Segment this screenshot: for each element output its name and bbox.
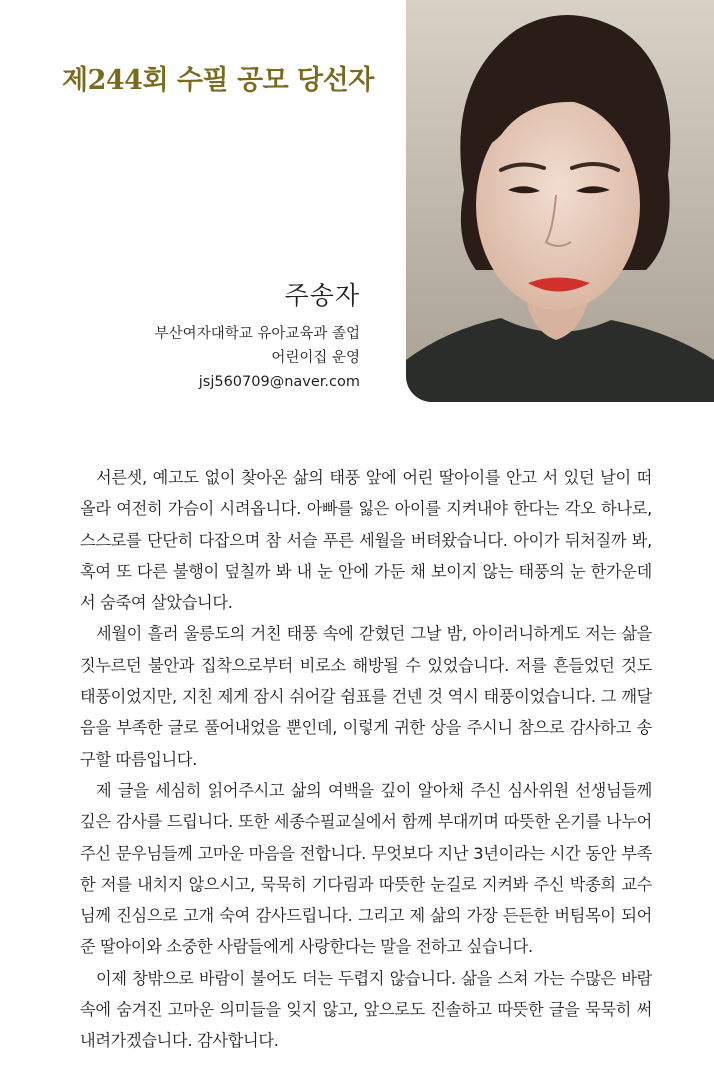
author-school: 부산여자대학교 유아교육과 졸업 xyxy=(154,326,360,342)
page-title: 제244회 수필 공모 당선자 xyxy=(62,65,374,96)
essay-body xyxy=(80,462,652,1057)
author-name: 주송자 xyxy=(284,281,360,310)
paragraph: 제 글을 세심히 읽어주시고 삶의 여백을 깊이 알아채 주신 심사위원 선생님들께 깊은 감사를 드립니다. 또한 세종수필교실에서 함께 부대끼며 따뜻한 온기를 나누어 주신 문우님들께 고마운 마음을 전합니다. 무엇보다 지난 3년이라는 시간 동안 부족한 저를 내치지 않으시고, 묵묵히 기다림과 따뜻한 눈길로 지켜봐 주신 박종희 교수님께 진심으로 고개 숙여 감사드립니다. 그리고 제 삶의 가장 든든한 버팀목이 되어준 딸아이와 소중한 사람들에게 사랑한다는 말을 전하고 싶습니다. xyxy=(80,780,652,957)
paragraph: 이제 창밖으로 바람이 불어도 더는 두렵지 않습니다. 삶을 스쳐 가는 수많은 바람 속에 숨겨진 고마운 의미들을 잊지 않고, 앞으로도 진솔하고 따뜻한 글을 묵묵히 써 내려가겠습니다. 감사합니다. xyxy=(80,968,652,1051)
author-email: jsj560709@naver.com xyxy=(198,374,360,390)
author-info xyxy=(155,276,360,394)
paragraph: 서른셋, 예고도 없이 찾아온 삶의 태풍 앞에 어린 딸아이를 안고 서 있던 날이 떠올라 여전히 가슴이 시려옵니다. 아빠를 잃은 아이를 지켜내야 한다는 각오 하나로, 스스로를 단단히 다잡으며 참 서슬 푸른 세월을 버텨왔습니다. 아이가 뒤처질까 봐, 혹여 또 다른 불행이 덮칠까 봐 내 눈 안에 가둔 채 보이지 않는 태풍의 눈 한가운데서 숨죽여 살았습니다. xyxy=(80,468,652,613)
author-photo xyxy=(406,0,714,402)
paragraph: 세월이 흘러 울릉도의 거친 태풍 속에 갇혔던 그날 밤, 아이러니하게도 저는 삶을 짓누르던 불안과 집착으로부터 비로소 해방될 수 있었습니다. 저를 흔들었던 것도 태풍이었지만, 지친 제게 잠시 쉬어갈 쉼표를 건넨 것 역시 태풍이었습니다. 그 깨달음을 부족한 글로 풀어내었을 뿐인데, 이렇게 귀한 상을 주시니 참으로 감사하고 송구할 따름입니다. xyxy=(80,624,652,769)
author-job: 어린이집 운영 xyxy=(271,350,360,366)
